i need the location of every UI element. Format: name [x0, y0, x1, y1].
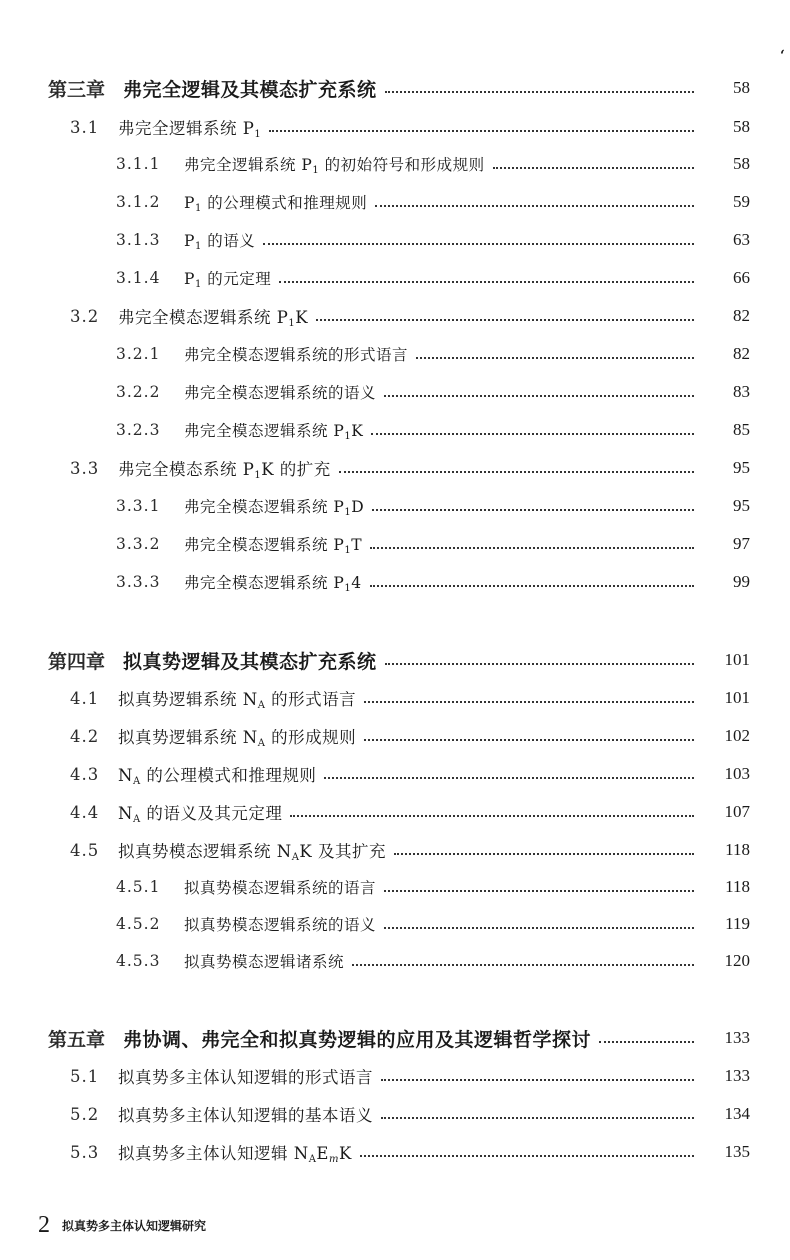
title-tail: 的形成规则 — [265, 727, 357, 747]
page-number: 101 — [724, 688, 750, 707]
leader-dots — [269, 130, 694, 132]
title-text: 弗完全模态逻辑系统 P — [184, 573, 345, 592]
toc-subsection-3-3-2[interactable] — [0, 526, 790, 562]
leader-dots — [370, 547, 694, 549]
subsection-title: 弗完全模态逻辑系统的形式语言 — [184, 346, 409, 364]
section-title: 拟真势多主体认知逻辑的基本语义 — [118, 1106, 373, 1125]
footer-page-number: 2 — [38, 1211, 50, 1238]
chapter-number: 第三章 — [48, 78, 106, 101]
title-text: 弗完全逻辑系统 P — [184, 155, 313, 174]
page-number: 118 — [725, 877, 750, 896]
title-tail: 的公理模式和推理规则 — [140, 765, 317, 785]
section-title — [118, 686, 356, 711]
section-title — [118, 838, 386, 863]
section-title — [118, 762, 316, 787]
page-number: 103 — [724, 764, 750, 783]
subsection-number: 3.1.4 — [116, 269, 161, 287]
subsection-title — [184, 229, 255, 252]
page-number: 107 — [724, 802, 750, 821]
title-tail: 的语义 — [201, 231, 256, 250]
toc-subsection-4-5-3[interactable] — [0, 943, 790, 979]
title-text: P — [184, 231, 195, 250]
toc-section-3-1[interactable] — [0, 109, 790, 145]
subsection-number: 3.3.1 — [116, 497, 161, 515]
toc-subsection-3-3-3[interactable] — [0, 564, 790, 600]
leader-dots — [290, 815, 694, 817]
title-text: 拟真势模态逻辑系统 N — [118, 841, 292, 861]
page-number: 85 — [733, 420, 750, 439]
title-text: N — [118, 803, 133, 823]
subscript: 1 — [254, 469, 262, 481]
subscript: A — [257, 737, 266, 749]
title-tail: 的元定理 — [201, 269, 272, 288]
subsection-number: 4.5.1 — [116, 878, 161, 896]
subscript: A — [132, 775, 141, 787]
section-number: 4.5 — [70, 840, 100, 860]
page-number: 82 — [733, 344, 750, 363]
section-number: 5.1 — [70, 1066, 100, 1086]
title-text: 弗完全模态系统 P — [118, 459, 255, 479]
toc-section-3-3[interactable] — [0, 450, 790, 486]
page-number: 99 — [733, 572, 750, 591]
toc-subsection-3-2-2[interactable] — [0, 374, 790, 410]
subscript: 1 — [194, 240, 202, 252]
page-number: 95 — [733, 496, 750, 515]
leader-dots — [360, 1155, 694, 1157]
subscript: 1 — [344, 582, 352, 594]
leader-dots — [364, 739, 694, 741]
title-text: N — [118, 765, 133, 785]
section-number: 3.3 — [70, 458, 100, 478]
page-number: 119 — [725, 914, 750, 933]
page-number: 66 — [733, 268, 750, 287]
title-text: 拟真势逻辑系统 N — [118, 727, 258, 747]
title-tail: E — [316, 1143, 329, 1163]
subsection-title — [184, 533, 362, 556]
subsection-title — [184, 571, 362, 594]
leader-dots — [385, 663, 694, 665]
toc-subsection-3-1-1[interactable] — [0, 146, 790, 182]
title-tail: 的初始符号和形成规则 — [319, 155, 485, 174]
leader-dots — [339, 471, 694, 473]
leader-dots — [381, 1079, 694, 1081]
subscript: 1 — [194, 202, 202, 214]
subsection-title: 拟真势模态逻辑系统的语义 — [184, 916, 377, 934]
title-tail: T — [351, 535, 363, 554]
subscript: 1 — [344, 430, 352, 442]
title-tail: 的公理模式和推理规则 — [201, 193, 368, 212]
leader-dots — [416, 357, 694, 359]
subsection-title: 拟真势模态逻辑系统的语言 — [184, 879, 377, 897]
page-number: 59 — [733, 192, 750, 211]
page-number: 120 — [724, 951, 750, 970]
subsection-title — [184, 419, 363, 442]
section-number: 4.1 — [70, 688, 100, 708]
subsection-number: 3.1.2 — [116, 193, 161, 211]
leader-dots — [372, 509, 694, 511]
toc-section-4-3[interactable] — [0, 756, 790, 792]
subscript: 1 — [254, 128, 262, 140]
page-number: 83 — [733, 382, 750, 401]
subscript: 1 — [312, 164, 320, 176]
section-title — [118, 115, 261, 140]
toc-section-4-5[interactable] — [0, 832, 790, 868]
section-number: 3.2 — [70, 306, 100, 326]
title-tail: D — [351, 497, 365, 516]
leader-dots — [371, 433, 694, 435]
section-number: 4.2 — [70, 726, 100, 746]
page-number: 101 — [724, 650, 750, 669]
subsection-number: 3.3.3 — [116, 573, 161, 591]
subsection-number: 3.2.2 — [116, 383, 161, 401]
leader-dots — [384, 395, 694, 397]
subsection-number: 3.1.3 — [116, 231, 161, 249]
subsection-title: 拟真势模态逻辑诸系统 — [184, 953, 345, 971]
page-number: 135 — [724, 1142, 750, 1161]
subsection-number: 3.2.1 — [116, 345, 161, 363]
subsection-title — [184, 153, 485, 176]
page-number: 102 — [724, 726, 750, 745]
corner-mark: ‘ — [780, 48, 785, 64]
toc-subsection-3-1-3[interactable] — [0, 222, 790, 258]
title-text: P — [184, 269, 195, 288]
footer-book-title: 拟真势多主体认知逻辑研究 — [62, 1218, 207, 1233]
toc-section-5-3[interactable] — [0, 1134, 790, 1170]
page-number: 95 — [733, 458, 750, 477]
subscript: A — [308, 1153, 317, 1165]
toc-subsection-4-5-2[interactable] — [0, 906, 790, 942]
leader-dots — [493, 167, 694, 169]
toc-subsection-3-2-1[interactable] — [0, 336, 790, 372]
section-number: 3.1 — [70, 117, 100, 137]
chapter-number: 第五章 — [48, 1028, 106, 1051]
title-text: 拟真势逻辑系统 N — [118, 689, 258, 709]
section-title — [118, 304, 308, 329]
page-number: 58 — [733, 154, 750, 173]
page-number: 133 — [724, 1066, 750, 1085]
subscript: 1 — [288, 317, 296, 329]
subsection-number: 3.2.3 — [116, 421, 161, 439]
subscript: A — [257, 699, 266, 711]
leader-dots — [370, 585, 694, 587]
section-number: 5.3 — [70, 1142, 100, 1162]
page-number: 63 — [733, 230, 750, 249]
toc-section-5-2[interactable] — [0, 1096, 790, 1132]
chapter-number: 第四章 — [48, 650, 106, 673]
chapter-title: 拟真势逻辑及其模态扩充系统 — [123, 650, 377, 673]
subsection-title: 弗完全模态逻辑系统的语义 — [184, 384, 377, 402]
subscript-2: m — [328, 1153, 339, 1165]
subscript: A — [291, 851, 300, 863]
toc-section-3-2[interactable] — [0, 298, 790, 334]
section-title — [118, 724, 356, 749]
section-title — [118, 800, 282, 825]
subsection-title — [184, 267, 271, 290]
subscript: A — [132, 813, 141, 825]
page-number: 134 — [724, 1104, 750, 1123]
title-tail: K 及其扩充 — [299, 841, 386, 861]
subsection-number: 4.5.3 — [116, 952, 161, 970]
leader-dots — [316, 319, 694, 321]
leader-dots — [384, 890, 694, 892]
page-number: 118 — [725, 840, 750, 859]
title-tail: 4 — [351, 573, 362, 592]
page-number: 58 — [733, 78, 750, 97]
toc-chapter-3[interactable] — [0, 70, 790, 106]
section-number: 4.3 — [70, 764, 100, 784]
title-tail: 的语义及其元定理 — [140, 803, 283, 823]
toc-section-5-1[interactable] — [0, 1058, 790, 1094]
leader-dots — [364, 701, 694, 703]
subsection-title — [184, 495, 364, 518]
leader-dots — [385, 91, 694, 93]
leader-dots — [352, 964, 694, 966]
leader-dots — [384, 927, 694, 929]
page-number: 133 — [724, 1028, 750, 1047]
page-footer — [38, 1210, 206, 1240]
section-title — [118, 1140, 352, 1165]
toc-subsection-3-1-2[interactable] — [0, 184, 790, 220]
leader-dots — [324, 777, 694, 779]
toc-chapter-4[interactable] — [0, 642, 790, 678]
toc-section-4-2[interactable] — [0, 718, 790, 754]
section-title: 拟真势多主体认知逻辑的形式语言 — [118, 1068, 373, 1087]
toc-subsection-3-3-1[interactable] — [0, 488, 790, 524]
section-number: 5.2 — [70, 1104, 100, 1124]
subscript: 1 — [344, 544, 352, 556]
page-number: 97 — [733, 534, 750, 553]
leader-dots — [375, 205, 694, 207]
subscript: 1 — [194, 278, 202, 290]
subscript: 1 — [344, 506, 352, 518]
toc-section-4-1[interactable] — [0, 680, 790, 716]
title-text: 弗完全模态逻辑系统 P — [118, 307, 289, 327]
subsection-number: 3.1.1 — [116, 155, 161, 173]
title-text: 弗完全模态逻辑系统 P — [184, 535, 345, 554]
chapter-title: 弗完全逻辑及其模态扩充系统 — [123, 78, 377, 101]
toc-subsection-4-5-1[interactable] — [0, 869, 790, 905]
title-text: P — [184, 193, 195, 212]
subsection-title — [184, 191, 367, 214]
leader-dots — [599, 1041, 694, 1043]
subsection-number: 3.3.2 — [116, 535, 161, 553]
page-number: 58 — [733, 117, 750, 136]
leader-dots — [263, 243, 694, 245]
subsection-number: 4.5.2 — [116, 915, 161, 933]
toc-section-4-4[interactable] — [0, 794, 790, 830]
leader-dots — [279, 281, 694, 283]
leader-dots — [381, 1117, 694, 1119]
title-tail: K — [351, 421, 364, 440]
title-text: 弗完全逻辑系统 P — [118, 118, 255, 138]
page-number: 82 — [733, 306, 750, 325]
section-number: 4.4 — [70, 802, 100, 822]
title-tail-2: K — [338, 1143, 352, 1163]
toc-subsection-3-1-4[interactable] — [0, 260, 790, 296]
title-text: 弗完全模态逻辑系统 P — [184, 497, 345, 516]
toc-chapter-5[interactable] — [0, 1020, 790, 1056]
title-tail: K 的扩充 — [261, 459, 331, 479]
toc-subsection-3-2-3[interactable] — [0, 412, 790, 448]
title-tail: 的形式语言 — [265, 689, 357, 709]
section-title — [118, 456, 331, 481]
leader-dots — [394, 853, 694, 855]
title-text: 弗完全模态逻辑系统 P — [184, 421, 345, 440]
chapter-title: 弗协调、弗完全和拟真势逻辑的应用及其逻辑哲学探讨 — [123, 1028, 592, 1051]
title-tail: K — [295, 307, 309, 327]
title-text: 拟真势多主体认知逻辑 N — [118, 1143, 309, 1163]
